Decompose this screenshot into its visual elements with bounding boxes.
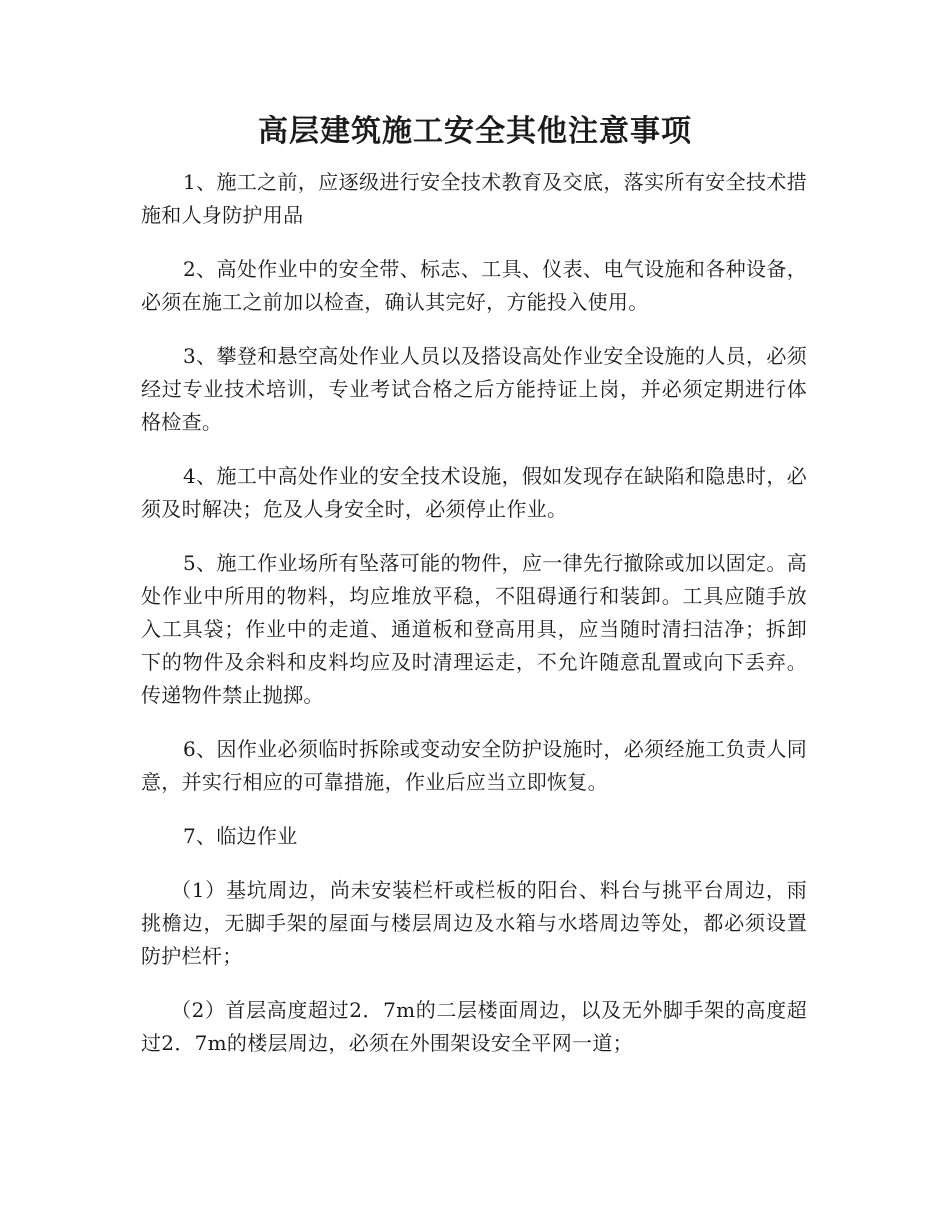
document-body bbox=[141, 166, 807, 1081]
paragraph-3: 3、攀登和悬空高处作业人员以及搭设高处作业安全设施的人员，必须经过专业技术培训，专业考试合格之后方能持证上岗，并必须定期进行体格检查。 bbox=[141, 344, 807, 434]
paragraph-7: 7、临边作业 bbox=[183, 824, 298, 848]
document-title: 高层建筑施工安全其他注意事项 bbox=[258, 114, 692, 149]
paragraph-4: 4、施工中高处作业的安全技术设施，假如发现存在缺陷和隐患时，必须及时解决；危及人身安全时，必须停止作业。 bbox=[141, 464, 807, 521]
paragraph-7-2: （2）首层高度超过2．7m的二层楼面周边，以及无外脚手架的高度超过2．7m的楼层周边，必须在外围架设安全平网一道； bbox=[141, 998, 807, 1055]
paragraph-5: 5、施工作业场所有坠落可能的物件，应一律先行撤除或加以固定。高处作业中所用的物料，均应堆放平稳，不阻碍通行和装卸。工具应随手放入工具袋；作业中的走道、通道板和登高用具，应当随时清扫洁净；拆卸下的物件及余料和皮料均应及时清理运走，不允许随意乱置或向下丢弃。传递物件禁止抛掷。 bbox=[141, 551, 807, 707]
paragraph-6: 6、因作业必须临时拆除或变动安全防护设施时，必须经施工负责人同意，并实行相应的可靠措施，作业后应当立即恢复。 bbox=[141, 737, 807, 794]
paragraph-2: 2、高处作业中的安全带、标志、工具、仪表、电气设施和各种设备，必须在施工之前加以检查，确认其完好，方能投入使用。 bbox=[141, 257, 807, 314]
paragraph-7-1: （1）基坑周边，尚未安装栏杆或栏板的阳台、料台与挑平台周边，雨挑檐边，无脚手架的屋面与楼层周边及水箱与水塔周边等处，都必须设置防护栏杆； bbox=[141, 878, 807, 968]
paragraph-1: 1、施工之前，应逐级进行安全技术教育及交底，落实所有安全技术措施和人身防护用品 bbox=[141, 170, 807, 227]
